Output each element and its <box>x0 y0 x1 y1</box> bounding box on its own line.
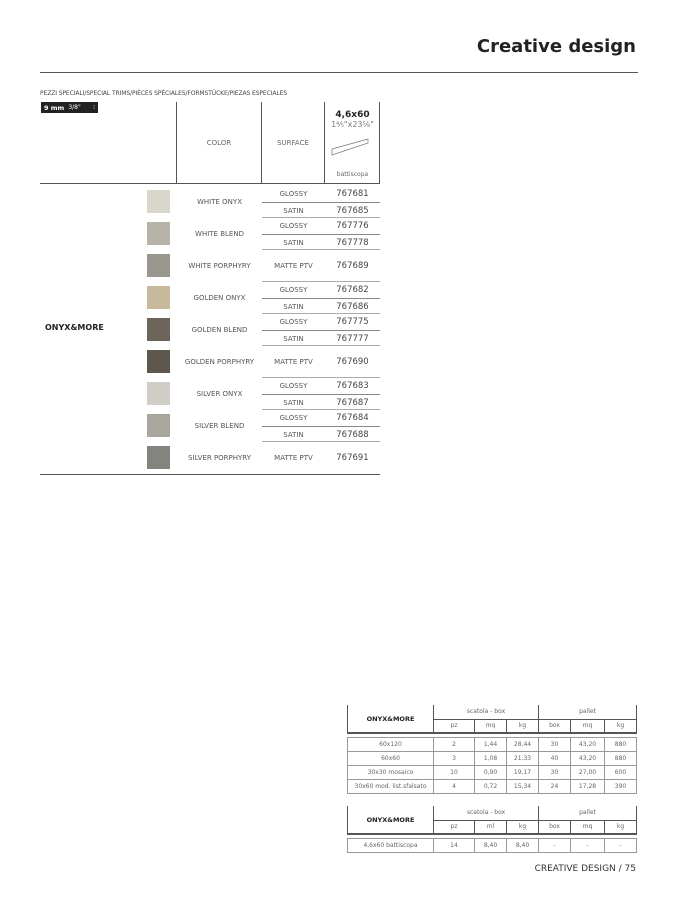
product-row <box>262 426 380 442</box>
product-code: 767687 <box>336 397 369 408</box>
packing-cell: 43,20 <box>571 737 605 751</box>
packing-cell: 43,20 <box>571 751 605 765</box>
thickness-mm: 9 mm <box>44 103 65 112</box>
packing-cell: 1,08 <box>475 751 507 765</box>
color-name: SILVER PORPHYRY <box>188 454 251 462</box>
color-group <box>140 442 380 474</box>
product-row <box>262 250 380 282</box>
divider <box>262 441 380 442</box>
product-row <box>262 346 380 378</box>
packing-cell: 30 <box>539 765 571 779</box>
column-header: mq <box>571 820 605 834</box>
packing-table <box>347 705 637 794</box>
column-header: box <box>539 820 571 834</box>
box-header: scatola - box <box>434 705 539 719</box>
packing-cell: 0,72 <box>475 779 507 793</box>
packing-cell: 24 <box>539 779 571 793</box>
thickness-icon: ⁝ <box>93 104 95 111</box>
packing-cell: 880 <box>605 737 637 751</box>
product-row <box>262 186 380 202</box>
product-code: 767684 <box>336 413 369 423</box>
thickness-badge <box>41 102 98 113</box>
packing-cell: 14 <box>434 838 475 852</box>
surface: GLOSSY <box>279 414 308 422</box>
size-label: 4,6x60 <box>335 110 370 120</box>
packing-cell: 8,40 <box>475 838 507 852</box>
divider <box>40 474 380 475</box>
pallet-header: pallet <box>539 705 637 719</box>
packing-row <box>348 838 637 852</box>
surface: GLOSSY <box>279 318 308 326</box>
product-row <box>262 234 380 250</box>
product-row <box>262 202 380 218</box>
surface: SATIN <box>283 206 304 215</box>
packing-cell: 3 <box>434 751 475 765</box>
color-group <box>140 250 380 282</box>
surface: MATTE PTV <box>274 358 313 366</box>
column-header: box <box>539 719 571 733</box>
color-header: COLOR <box>206 139 232 147</box>
surface: GLOSSY <box>279 222 308 230</box>
packing-cell: 2 <box>434 737 475 751</box>
color-swatch <box>147 414 170 437</box>
color-swatch <box>147 318 170 341</box>
packing-cell: 30 <box>539 737 571 751</box>
product-row <box>262 314 380 330</box>
product-code: 767683 <box>336 381 369 391</box>
column-header: kg <box>507 820 539 834</box>
color-swatch <box>147 446 170 469</box>
thickness-inch: 3/8" <box>68 104 81 111</box>
packing-cell: 40 <box>539 751 571 765</box>
packing-cell: 15,34 <box>507 779 539 793</box>
packing-cell: 10 <box>434 765 475 779</box>
divider <box>40 183 380 184</box>
surface: SATIN <box>283 334 304 343</box>
divider <box>262 313 380 314</box>
color-swatch <box>147 382 170 405</box>
color-group <box>140 314 380 346</box>
packing-series: ONYX&MORE <box>348 806 434 834</box>
product-code: 767777 <box>336 333 369 344</box>
color-name: SILVER ONYX <box>196 390 243 398</box>
column-header: pz <box>434 820 475 834</box>
divider <box>262 281 380 282</box>
product-row <box>262 410 380 426</box>
product-row <box>262 442 380 474</box>
packing-row <box>348 779 637 793</box>
packing-row <box>348 765 637 779</box>
divider <box>262 249 380 250</box>
surface: GLOSSY <box>279 190 308 198</box>
surface: GLOSSY <box>279 382 308 390</box>
divider <box>262 377 380 378</box>
packing-cell: 27,00 <box>571 765 605 779</box>
packing-cell: 30x30 mosaico <box>348 765 434 779</box>
packing-cell: 0,90 <box>475 765 507 779</box>
color-group <box>140 378 380 410</box>
surface-header: SURFACE <box>277 139 309 147</box>
packing-cell: 8,40 <box>507 838 539 852</box>
divider <box>262 409 380 410</box>
surface: GLOSSY <box>279 286 308 294</box>
surface: SATIN <box>283 430 304 439</box>
packing-cell: 17,28 <box>571 779 605 793</box>
packing-cell: 30x60 mod. list.sfalsato <box>348 779 434 793</box>
divider <box>262 217 380 218</box>
color-name: GOLDEN PORPHYRY <box>184 358 255 366</box>
packing-cell: 390 <box>605 779 637 793</box>
product-code: 767775 <box>336 317 369 327</box>
product-row <box>262 394 380 410</box>
color-name: SILVER BLEND <box>194 422 245 430</box>
divider <box>40 72 638 73</box>
column-header: kg <box>605 820 637 834</box>
packing-cell: 880 <box>605 751 637 765</box>
column-header: mq <box>571 719 605 733</box>
surface: SATIN <box>283 398 304 407</box>
product-code: 767778 <box>336 237 369 248</box>
section-subtitle: PEZZI SPECIALI/SPECIAL TRIMS/PIÈCES SPÉCIALES/FORMSTÜCKE/PIEZAS ESPECIALES <box>40 90 288 97</box>
product-row <box>262 298 380 314</box>
packing-cell: - <box>539 838 571 852</box>
color-name: WHITE PORPHYRY <box>188 262 251 270</box>
color-swatch <box>147 222 170 245</box>
product-row <box>262 218 380 234</box>
color-swatch <box>147 286 170 309</box>
product-code: 767776 <box>336 221 369 231</box>
column-header: mq <box>475 719 507 733</box>
product-code: 767688 <box>336 429 369 440</box>
column-header: pz <box>434 719 475 733</box>
product-code: 767681 <box>336 189 369 199</box>
packing-row <box>348 751 637 765</box>
pallet-header: pallet <box>539 806 637 820</box>
packing-cell: 600 <box>605 765 637 779</box>
color-swatch <box>147 254 170 277</box>
packing-series: ONYX&MORE <box>348 705 434 733</box>
box-header: scatola - box <box>434 806 539 820</box>
product-code: 767691 <box>336 453 369 463</box>
packing-cell: 19,17 <box>507 765 539 779</box>
product-code: 767686 <box>336 301 369 312</box>
surface: SATIN <box>283 302 304 311</box>
page-title: Creative design <box>476 36 636 57</box>
column-header: kg <box>605 719 637 733</box>
packing-cell: 60x60 <box>348 751 434 765</box>
color-name: WHITE ONYX <box>197 198 242 206</box>
packing-cell: 4,6x60 battiscopa <box>348 838 434 852</box>
skirting-piece-icon <box>330 137 370 157</box>
surface: MATTE PTV <box>274 454 313 462</box>
color-name: GOLDEN ONYX <box>193 294 246 302</box>
surface: MATTE PTV <box>274 262 313 270</box>
color-group <box>140 410 380 442</box>
series-name: ONYX&MORE <box>45 323 104 332</box>
divider <box>262 345 380 346</box>
product-row <box>262 330 380 346</box>
product-code: 767682 <box>336 285 369 295</box>
color-name: WHITE BLEND <box>195 230 244 238</box>
color-swatch <box>147 190 170 213</box>
page-footer: CREATIVE DESIGN / 75 <box>534 864 636 874</box>
packing-cell: 21,33 <box>507 751 539 765</box>
packing-cell: 4 <box>434 779 475 793</box>
surface: SATIN <box>283 238 304 247</box>
product-row <box>262 378 380 394</box>
product-code: 767685 <box>336 205 369 216</box>
column-header: ml <box>475 820 507 834</box>
packing-table-trims <box>347 806 637 853</box>
packing-cell: - <box>605 838 637 852</box>
product-code: 767690 <box>336 357 369 367</box>
packing-cell: - <box>571 838 605 852</box>
packing-cell: 60x120 <box>348 737 434 751</box>
color-group <box>140 186 380 218</box>
size-inch-label: 1⁴⁄₅"x23⁵⁄₈" <box>331 120 374 129</box>
color-name: GOLDEN BLEND <box>191 326 248 334</box>
packing-row <box>348 737 637 751</box>
product-code: 767689 <box>336 261 369 271</box>
color-group <box>140 346 380 378</box>
color-group <box>140 218 380 250</box>
color-group <box>140 282 380 314</box>
piece-name: battiscopa <box>336 171 369 178</box>
packing-cell: 28,44 <box>507 737 539 751</box>
packing-cell: 1,44 <box>475 737 507 751</box>
product-row <box>262 282 380 298</box>
column-header: kg <box>507 719 539 733</box>
color-swatch <box>147 350 170 373</box>
